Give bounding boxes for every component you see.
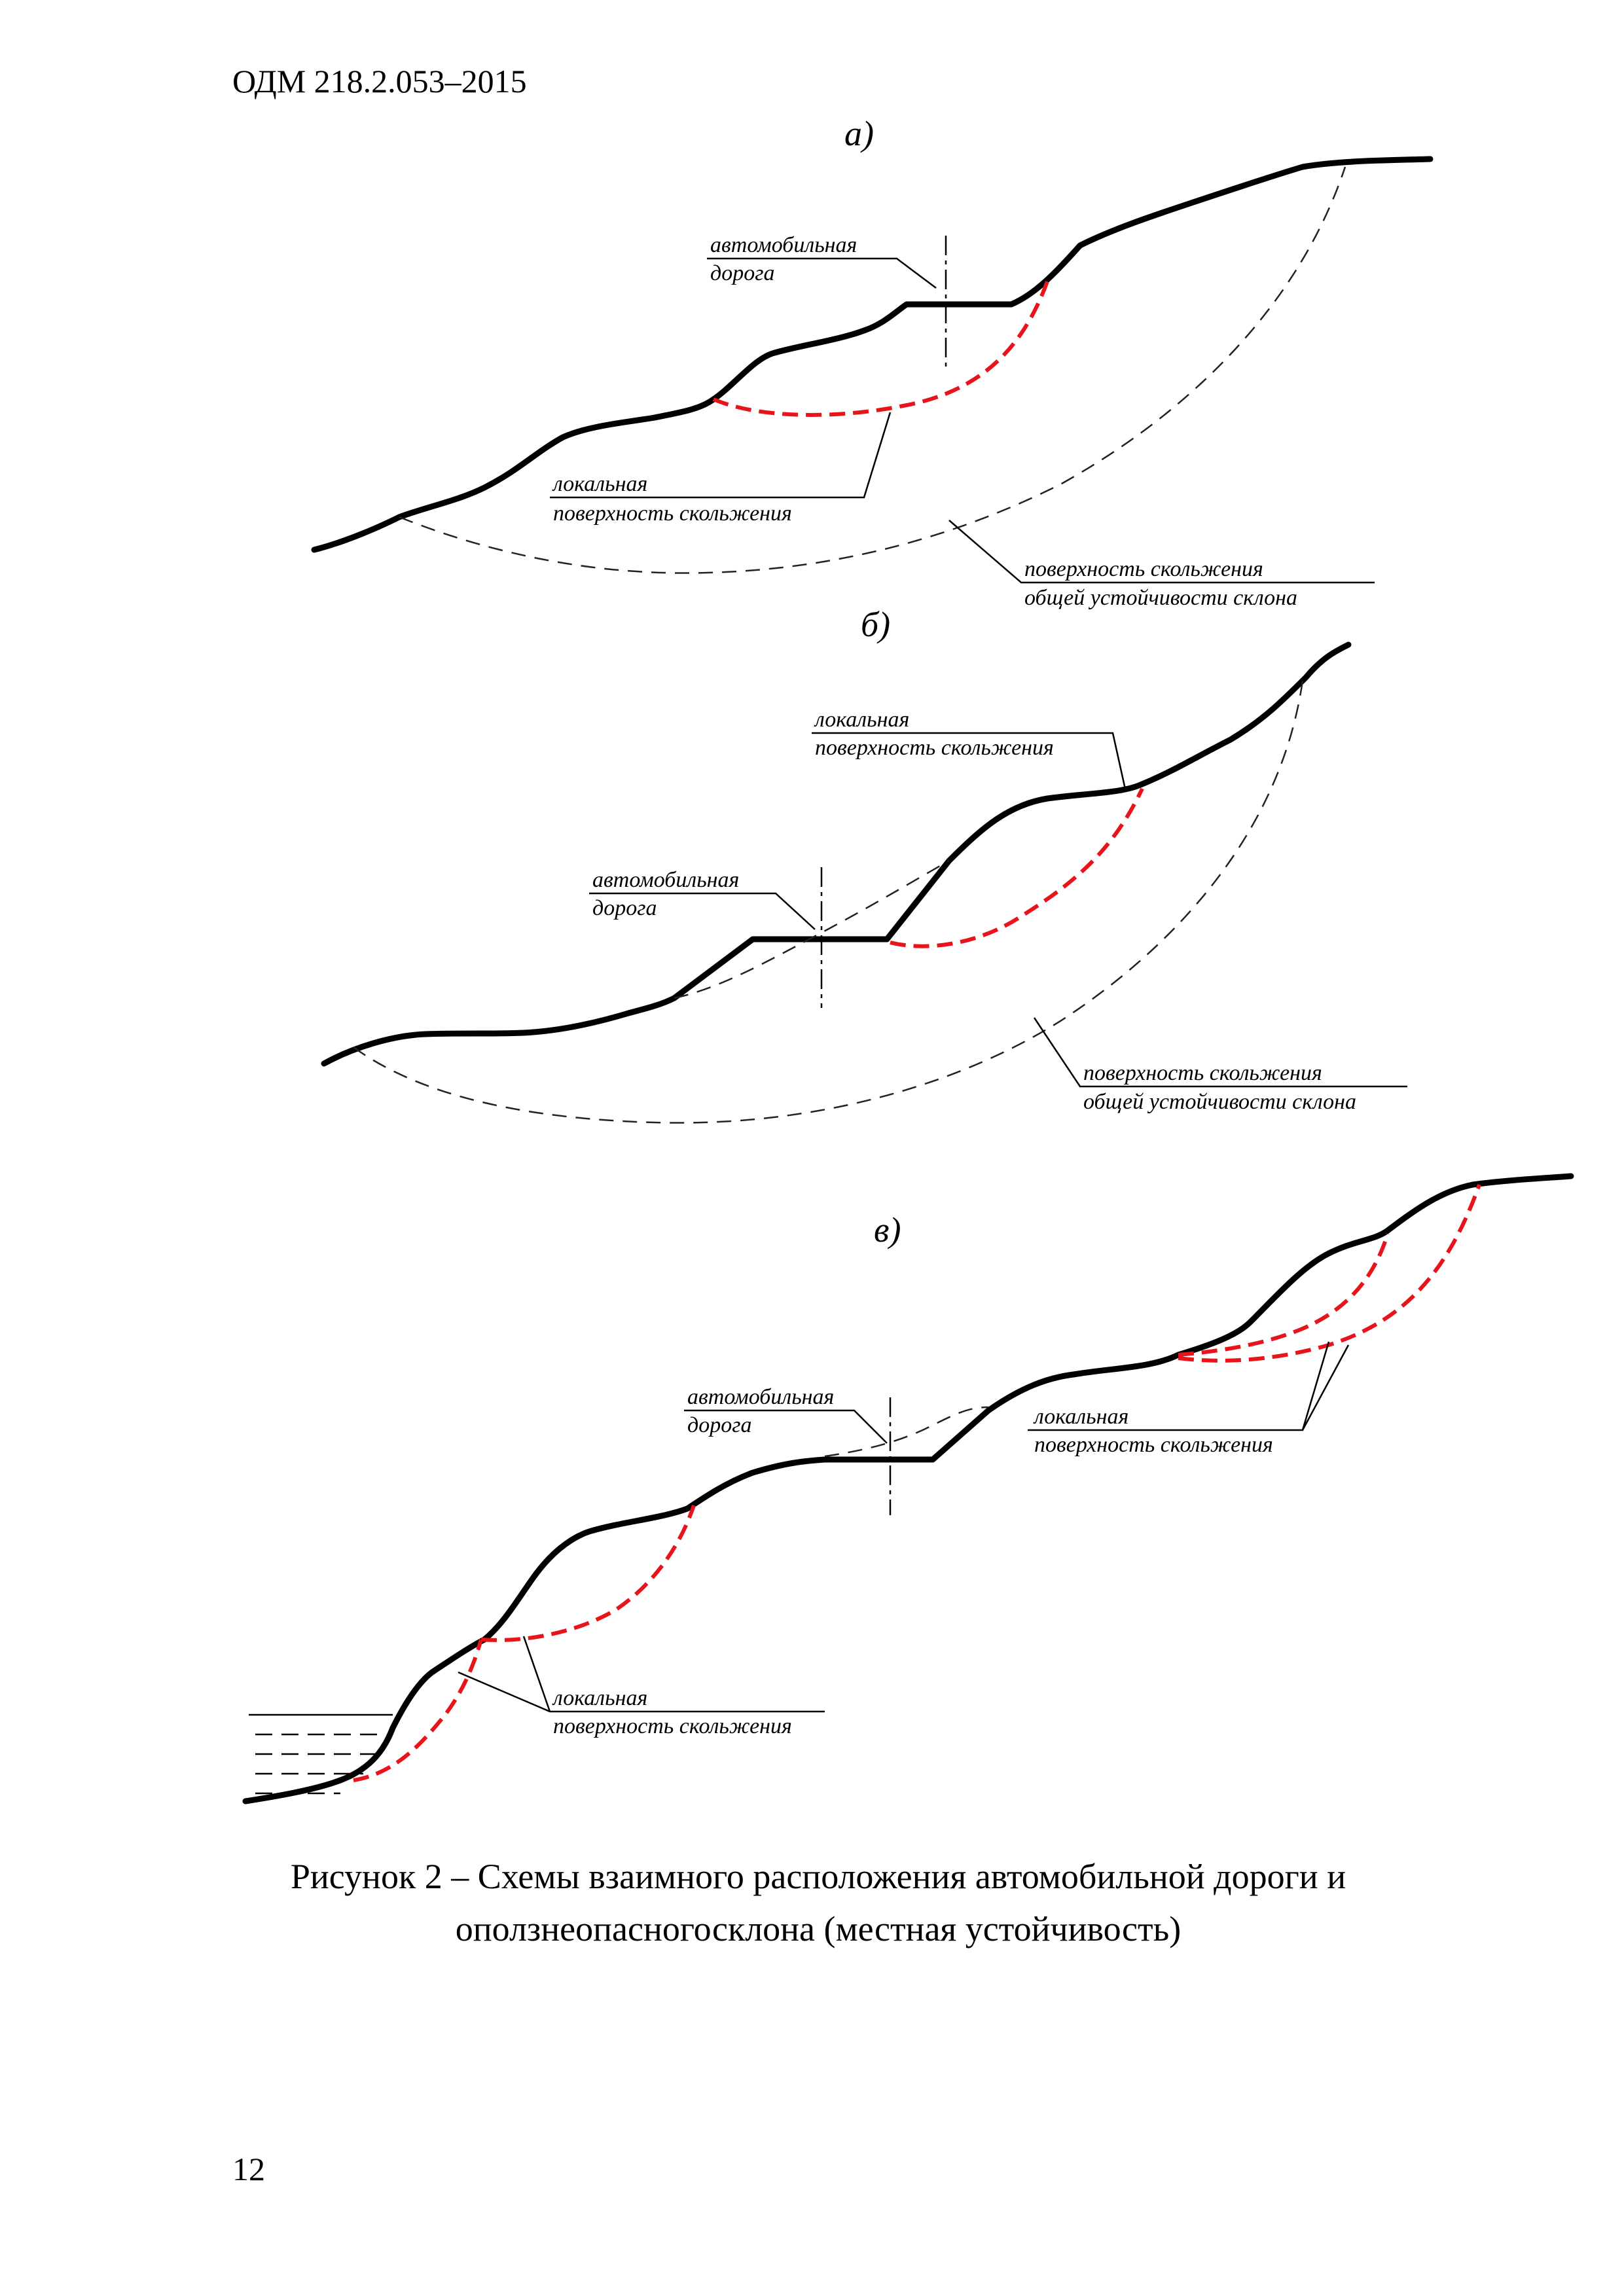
- figure-a-global-slip-surface: [399, 167, 1345, 573]
- figure-caption-line-1: Рисунок 2 – Схемы взаимного расположения автомобильной дороги и: [290, 1857, 1346, 1896]
- figure-caption-line-2: оползнеопасногосклона (местная устойчивость): [455, 1909, 1182, 1948]
- figure-c-road-label-2: дорога: [687, 1413, 752, 1437]
- figure-c-letter: в): [874, 1210, 901, 1249]
- page-number: 12: [232, 2151, 265, 2187]
- figure-b: [324, 605, 1407, 1123]
- document-code: ОДМ 218.2.053–2015: [232, 63, 527, 99]
- figure-b-global-label-2: общей устойчивости склона: [1083, 1090, 1356, 1114]
- figure-b-local-label-2: поверхность скольжения: [815, 736, 1054, 760]
- figure-c-local-slip-upper-2: [1178, 1185, 1479, 1361]
- figure-b-road-label-1: автомобильная: [592, 868, 740, 892]
- figure-c-local-slip-upper-1: [1178, 1234, 1388, 1355]
- figure-a-global-label-2: общей устойчивости склона: [1024, 586, 1297, 610]
- figure-a-road-label-1: автомобильная: [710, 233, 857, 257]
- figure-c-lower-label-2: поверхность скольжения: [553, 1714, 792, 1738]
- figure-c-road-label-1: автомобильная: [687, 1385, 835, 1409]
- figure-a-road-label-2: дорога: [710, 261, 775, 285]
- figure-b-local-slip-surface: [890, 789, 1142, 946]
- figure-a-local-label-1: локальная: [553, 472, 648, 496]
- figure-b-global-label-1: поверхность скольжения: [1083, 1061, 1322, 1085]
- figure-a-letter: а): [844, 114, 874, 153]
- figure-b-local-label-1: локальная: [815, 708, 910, 732]
- figure-b-road-label-2: дорога: [592, 896, 657, 920]
- figure-c-upper-label-1: локальная: [1034, 1405, 1129, 1429]
- figure-b-letter: б): [861, 605, 891, 644]
- figure-c: [245, 1176, 1571, 1801]
- figure-c-lower-label-1: локальная: [553, 1686, 648, 1710]
- figure-a-ground-profile: [314, 159, 1430, 550]
- figure-a-local-label-2: поверхность скольжения: [553, 501, 792, 526]
- figure-c-local-slip-lower-2: [481, 1505, 694, 1640]
- figure-c-upper-label-2: поверхность скольжения: [1034, 1433, 1273, 1457]
- figure-a: [314, 114, 1430, 610]
- figure-a-global-label-1: поверхность скольжения: [1024, 557, 1263, 581]
